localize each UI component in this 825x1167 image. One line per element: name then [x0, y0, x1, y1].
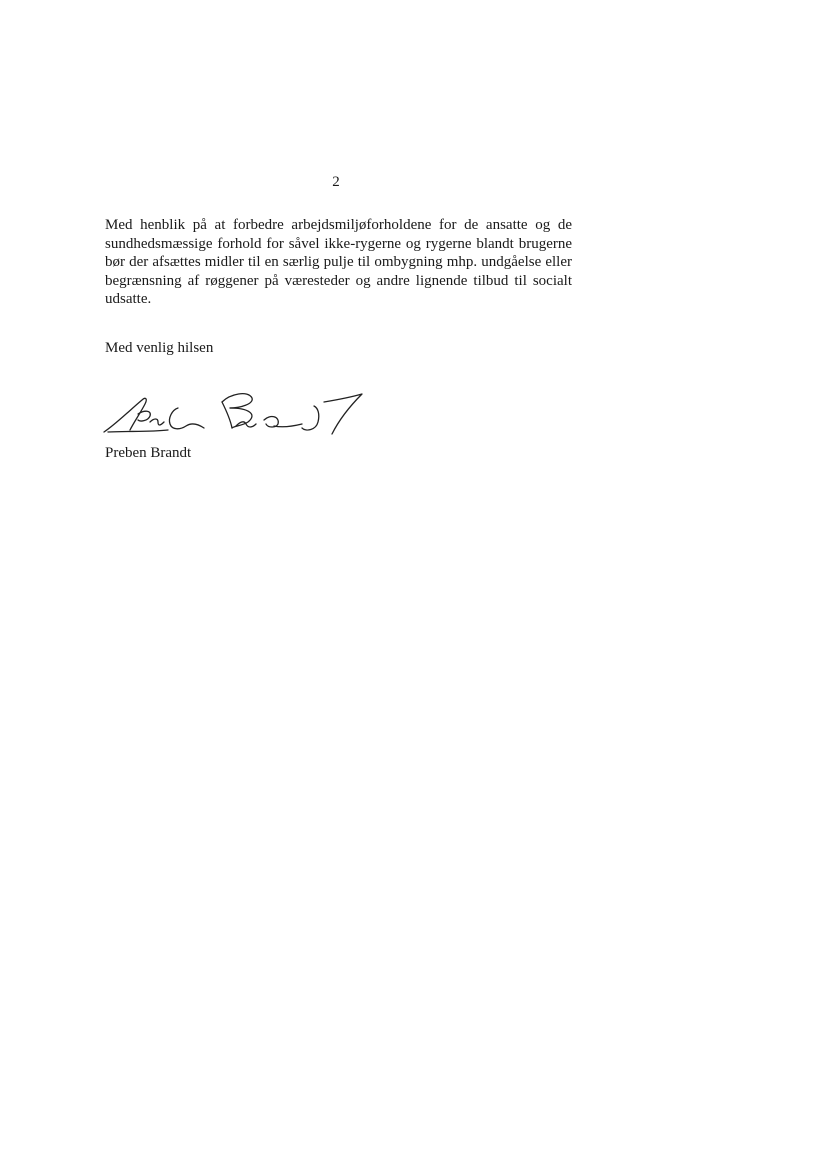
body-line: begrænsning af røggener på væresteder og andre lignende tilbud til socialt — [105, 272, 572, 289]
body-paragraph — [105, 216, 572, 309]
closing-salutation: Med venlig hilsen — [105, 340, 214, 356]
body-line: udsatte. — [105, 291, 152, 308]
body-line: Med henblik på at forbedre arbejdsmiljøforholdene for de ansatte og de — [105, 217, 572, 233]
body-line: sundhedsmæssige forhold for såvel ikke-rygerne og rygerne blandt brugerne — [105, 235, 572, 252]
body-line: bør der afsættes midler til en særlig pulje til ombygning mhp. undgåelse eller — [105, 254, 572, 271]
handwritten-signature — [98, 384, 368, 444]
page-number: 2 — [332, 174, 340, 190]
signer-name: Preben Brandt — [105, 445, 192, 461]
